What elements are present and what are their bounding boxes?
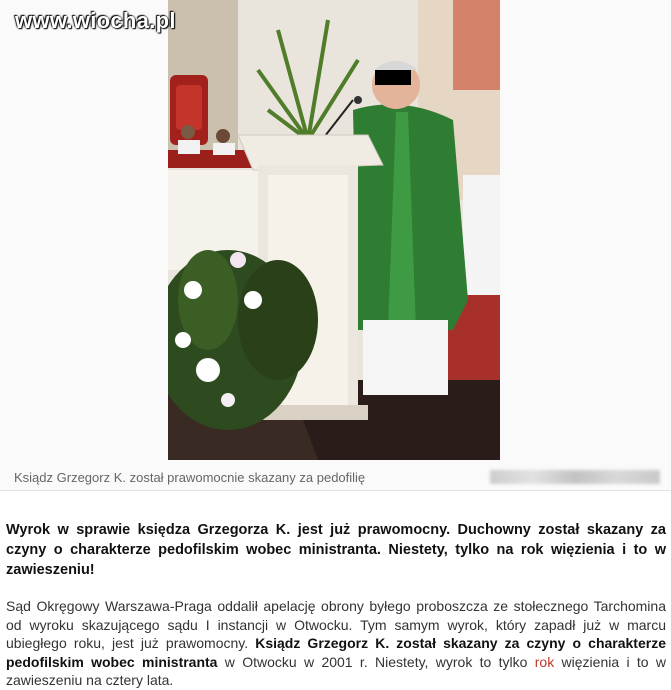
- photo-credit-blurred: [490, 470, 660, 484]
- article-photo: [168, 0, 500, 460]
- photo-illustration: [168, 0, 500, 460]
- paragraph-bold: Ksiądz Grzegorz K. został skazany za czyny o charakterze pedofilskim wobec ministranta: [6, 635, 666, 670]
- paragraph-text-after: w Otwocku w 2001 r. Niestety, wyrok to tylko: [217, 653, 535, 670]
- site-watermark: www.wiocha.pl: [15, 8, 176, 33]
- paragraph-text-end: więzienia i to w zawieszeniu na cztery lata.: [6, 653, 666, 688]
- photo-caption: Ksiądz Grzegorz K. został prawomocnie skazany za pedofilię: [14, 470, 366, 485]
- paragraph-text: Sąd Okręgowy Warszawa-Praga oddalił apelację obrony byłego proboszcza ze stołecznego Tarchomina od wyroku skazującego sądu I instancji w Otwocku. Tym samym wyrok, który zapadł już w marcu ubiegłego roku, jest już prawomocny.: [6, 598, 666, 651]
- article-lead: Wyrok w sprawie księdza Grzegorza K. jest już prawomocny. Duchowny został skazany za czyny o charakterze pedofilskim wobec ministranta. Niestety, tylko na rok więzienia i to w zawieszeniu!: [6, 522, 666, 578]
- article-body: [6, 520, 666, 690]
- article-paragraph: [6, 597, 666, 690]
- highlighted-word: rok: [534, 653, 555, 670]
